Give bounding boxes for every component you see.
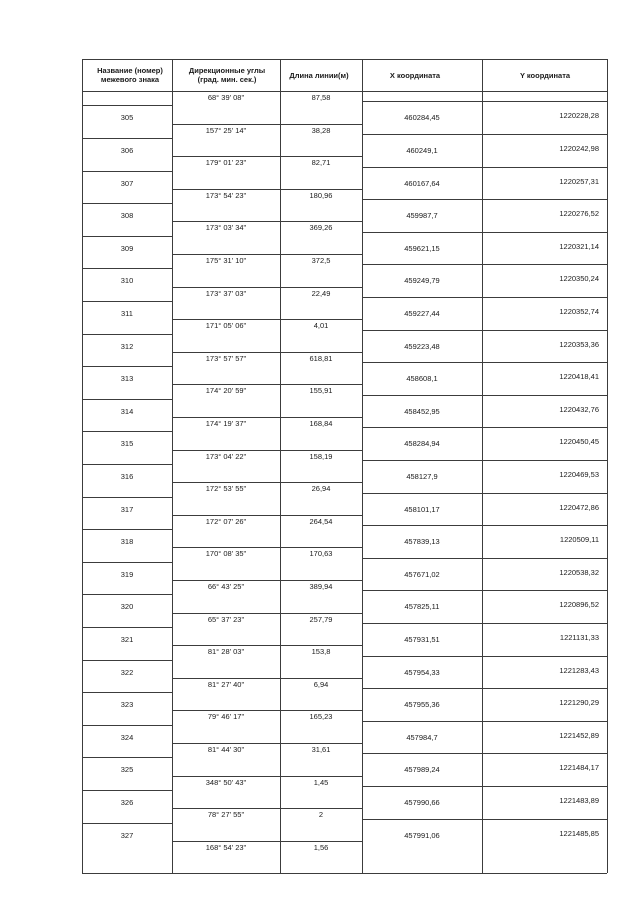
- segment-length: 168,84: [309, 419, 333, 428]
- point-y: 1221452,89: [559, 730, 599, 740]
- point-x: 457671,02: [404, 569, 440, 579]
- segment-angle: 173° 57' 57": [205, 353, 247, 363]
- point-rule: [362, 819, 607, 820]
- segment-rule: [172, 417, 362, 418]
- point-rule: [82, 790, 172, 791]
- segment-length: 82,71: [311, 158, 331, 168]
- point-y: 1220353,36: [559, 339, 599, 349]
- point-rule: [362, 101, 607, 102]
- point-rule: [82, 268, 172, 269]
- segment-rule: [172, 678, 362, 679]
- point-x: 457991,06: [404, 830, 440, 840]
- point-name: 318: [120, 537, 134, 547]
- segment-angle: 81° 28' 03": [207, 647, 245, 657]
- point-name: 315: [120, 439, 134, 449]
- point-x: 459621,15: [404, 243, 440, 253]
- point-name: 307: [120, 178, 134, 188]
- segment-length: 155,91: [309, 386, 333, 396]
- point-rule: [362, 623, 607, 624]
- segment-rule: [172, 91, 362, 92]
- segment-rule: [172, 776, 362, 777]
- segment-length: 31,61: [311, 745, 331, 754]
- segment-rule: [172, 547, 362, 548]
- segment-angle: 168° 54' 23": [205, 842, 247, 852]
- point-name: 317: [120, 504, 134, 514]
- point-rule: [362, 525, 607, 526]
- point-x: 460167,64: [404, 178, 440, 188]
- point-rule: [82, 562, 172, 563]
- segment-rule: [172, 482, 362, 483]
- point-y: 1220276,52: [559, 209, 599, 219]
- segment-length: 1,56: [313, 842, 329, 852]
- segment-rule: [172, 450, 362, 451]
- segment-rule: [172, 124, 362, 125]
- column-border: [362, 59, 363, 873]
- segment-length: 87,58: [311, 93, 331, 102]
- point-rule: [362, 786, 607, 787]
- point-rule: [82, 725, 172, 726]
- point-y: 1220472,86: [559, 502, 599, 512]
- point-rule: [82, 171, 172, 172]
- point-name: 314: [120, 406, 134, 416]
- segment-length: 158,19: [309, 451, 333, 461]
- segment-rule: [172, 221, 362, 222]
- point-name: 308: [120, 211, 134, 221]
- point-y: 1220469,53: [559, 469, 599, 479]
- segment-angle: 173° 03' 34": [205, 223, 247, 233]
- point-rule: [362, 199, 607, 200]
- point-y: 1220242,98: [559, 143, 599, 153]
- segment-length: 369,26: [309, 223, 333, 233]
- point-name: 305: [120, 113, 134, 123]
- point-rule: [362, 362, 607, 363]
- point-rule: [82, 366, 172, 367]
- point-rule: [82, 660, 172, 661]
- point-y: 1220228,28: [559, 111, 599, 121]
- point-name: 325: [120, 765, 134, 775]
- segment-rule: [172, 156, 362, 157]
- point-name: 309: [120, 243, 134, 253]
- point-name: 321: [120, 634, 134, 644]
- segment-length: 22,49: [311, 288, 331, 298]
- point-rule: [82, 497, 172, 498]
- point-name: 326: [120, 797, 134, 807]
- point-rule: [362, 395, 607, 396]
- segment-length: 4,01: [313, 321, 329, 331]
- point-rule: [362, 721, 607, 722]
- point-x: 457989,24: [404, 765, 440, 775]
- segment-rule: [172, 515, 362, 516]
- column-border: [172, 59, 173, 873]
- point-name: 313: [120, 374, 134, 384]
- point-rule: [362, 134, 607, 135]
- point-name: 324: [120, 732, 134, 742]
- point-rule: [82, 138, 172, 139]
- segment-length: 170,63: [309, 549, 333, 559]
- segment-length: 1,45: [313, 777, 329, 787]
- point-y: 1221290,29: [559, 698, 599, 708]
- segment-rule: [172, 254, 362, 255]
- point-rule: [82, 529, 172, 530]
- segment-rule: [172, 352, 362, 353]
- point-rule: [82, 203, 172, 204]
- point-rule: [82, 399, 172, 400]
- segment-length: 2: [318, 810, 324, 820]
- column-border: [280, 59, 281, 873]
- point-y: 1221483,89: [559, 795, 599, 805]
- point-y: 1221485,85: [559, 828, 599, 838]
- table-bottom-border: [82, 873, 607, 874]
- segment-length: 618,81: [309, 353, 333, 363]
- segment-angle: 66° 43' 25": [207, 582, 245, 591]
- point-y: 1221283,43: [559, 665, 599, 675]
- point-rule: [362, 590, 607, 591]
- point-y: 1220450,45: [559, 437, 599, 447]
- point-rule: [82, 334, 172, 335]
- segment-rule: [172, 710, 362, 711]
- point-rule: [362, 460, 607, 461]
- point-name: 327: [120, 830, 134, 840]
- segment-rule: [172, 384, 362, 385]
- segment-angle: 173° 54' 23": [205, 190, 247, 200]
- point-rule: [362, 167, 607, 168]
- point-name: 312: [120, 341, 134, 351]
- point-name: 322: [120, 667, 134, 677]
- point-x: 459987,7: [406, 211, 438, 221]
- point-y: 1220321,14: [559, 241, 599, 251]
- point-rule: [82, 431, 172, 432]
- point-x: 459223,48: [404, 341, 440, 351]
- point-name: 311: [121, 308, 133, 318]
- point-y: 1220538,32: [559, 567, 599, 577]
- segment-rule: [172, 841, 362, 842]
- point-x: 457839,13: [404, 537, 440, 547]
- point-rule: [362, 232, 607, 233]
- point-rule: [82, 301, 172, 302]
- point-rule: [82, 627, 172, 628]
- point-name: 319: [120, 569, 134, 579]
- segment-angle: 179° 01' 23": [205, 158, 247, 168]
- point-rule: [82, 823, 172, 824]
- segment-angle: 65° 37' 23": [207, 614, 245, 624]
- segment-length: 389,94: [309, 582, 333, 591]
- segment-angle: 170° 08' 35": [205, 549, 247, 559]
- segment-angle: 174° 19' 37": [205, 419, 247, 428]
- segment-length: 257,79: [309, 614, 333, 624]
- point-rule: [82, 105, 172, 106]
- point-rule: [362, 753, 607, 754]
- segment-length: 38,28: [311, 125, 331, 135]
- point-rule: [362, 330, 607, 331]
- point-x: 458608,1: [406, 374, 438, 384]
- column-border: [82, 59, 83, 873]
- segment-rule: [172, 189, 362, 190]
- segment-angle: 172° 53' 55": [205, 484, 247, 494]
- point-x: 459227,44: [404, 308, 440, 318]
- point-y: 1220352,74: [559, 306, 599, 316]
- segment-angle: 173° 37' 03": [205, 288, 247, 298]
- point-name: 320: [120, 602, 134, 612]
- point-x: 457954,33: [404, 667, 440, 677]
- point-x: 458284,94: [404, 439, 440, 449]
- point-y: 1220257,31: [559, 176, 599, 186]
- point-rule: [82, 692, 172, 693]
- point-y: 1220509,11: [559, 535, 599, 545]
- point-rule: [82, 464, 172, 465]
- point-rule: [82, 594, 172, 595]
- point-x: 460284,45: [404, 113, 440, 123]
- point-x: 457825,11: [404, 602, 440, 612]
- point-name: 310: [120, 276, 134, 286]
- segment-angle: 157° 25' 14": [205, 125, 247, 135]
- point-x: 457990,66: [404, 797, 440, 807]
- segment-angle: 78° 27' 55": [207, 810, 245, 820]
- point-rule: [362, 688, 607, 689]
- column-border: [607, 59, 608, 873]
- segment-length: 264,54: [309, 516, 333, 526]
- point-x: 457955,36: [404, 700, 440, 710]
- segment-length: 153,8: [311, 647, 331, 657]
- point-name: 316: [120, 471, 134, 481]
- point-x: 458101,17: [404, 504, 440, 514]
- segment-rule: [172, 808, 362, 809]
- segment-angle: 348° 50' 43": [205, 777, 247, 787]
- segment-rule: [172, 580, 362, 581]
- point-y: 1220896,52: [559, 600, 599, 610]
- segment-rule: [172, 613, 362, 614]
- header-name: Название (номер) межевого знака: [97, 66, 163, 84]
- segment-length: 6,94: [313, 679, 329, 689]
- segment-angle: 79° 46' 17": [207, 712, 245, 722]
- header-angle: Дирекционные углы (град. мин. сек.): [188, 66, 266, 84]
- segment-angle: 173° 04' 22": [205, 451, 247, 461]
- point-y: 1221131,33: [559, 632, 599, 642]
- point-x: 457931,51: [404, 634, 440, 644]
- point-rule: [362, 427, 607, 428]
- point-rule: [362, 558, 607, 559]
- point-rule: [362, 656, 607, 657]
- segment-angle: 172° 07' 26": [205, 516, 247, 526]
- point-name: 323: [120, 700, 134, 710]
- segment-angle: 81° 27' 40": [207, 679, 245, 689]
- point-rule: [362, 493, 607, 494]
- table-top-border: [82, 59, 607, 60]
- point-name: 306: [120, 145, 134, 155]
- segment-length: 372,5: [311, 256, 331, 265]
- segment-angle: 175° 31' 10": [205, 256, 247, 265]
- point-y: 1220350,24: [559, 274, 599, 284]
- header-length: Длина линии(м): [289, 71, 349, 80]
- point-x: 458127,9: [406, 471, 438, 481]
- segment-length: 180,96: [309, 190, 333, 200]
- point-rule: [362, 297, 607, 298]
- point-y: 1220418,41: [559, 372, 599, 382]
- point-rule: [82, 236, 172, 237]
- point-rule: [362, 264, 607, 265]
- segment-length: 26,94: [311, 484, 331, 494]
- segment-rule: [172, 287, 362, 288]
- point-x: 460249,1: [406, 145, 438, 155]
- point-x: 459249,79: [404, 276, 440, 286]
- segment-angle: 171° 05' 06": [205, 321, 247, 331]
- segment-angle: 68° 39' 08": [207, 93, 245, 102]
- segment-rule: [172, 645, 362, 646]
- segment-rule: [172, 743, 362, 744]
- segment-angle: 174° 20' 59": [205, 386, 247, 396]
- point-x: 458452,95: [404, 406, 440, 416]
- segment-angle: 81° 44' 30": [207, 745, 245, 754]
- point-x: 457984,7: [406, 732, 438, 742]
- column-border: [482, 59, 483, 873]
- header-x: X координата: [389, 71, 441, 80]
- point-rule: [82, 757, 172, 758]
- header-y: Y координата: [519, 71, 571, 80]
- point-y: 1221484,17: [559, 763, 599, 773]
- segment-rule: [172, 319, 362, 320]
- point-y: 1220432,76: [559, 404, 599, 414]
- segment-length: 165,23: [309, 712, 333, 722]
